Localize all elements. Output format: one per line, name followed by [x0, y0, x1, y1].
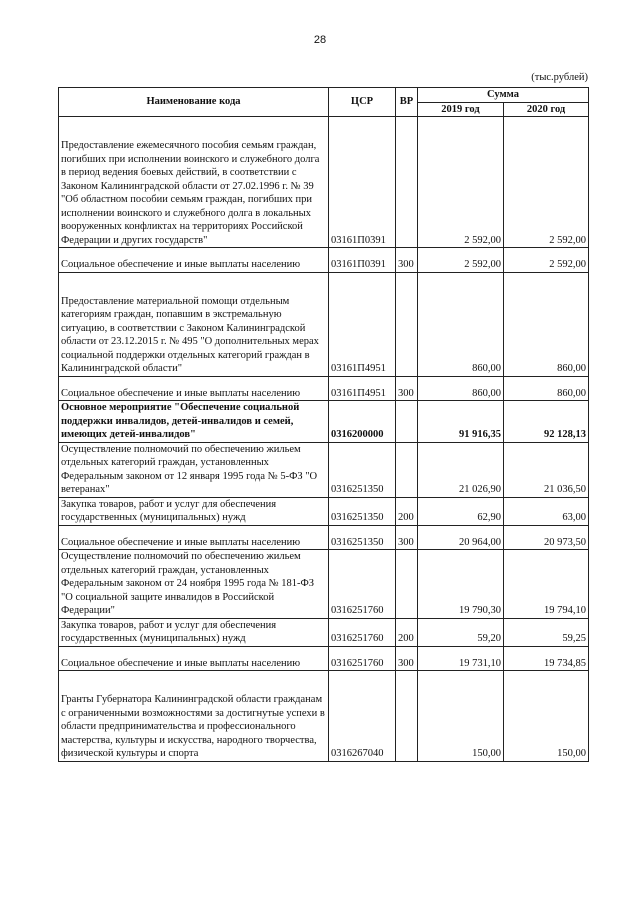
cell-vr: 200	[396, 618, 418, 646]
cell-name: Предоставление материальной помощи отдельным категориям граждан, попавшим в экстремальную ситуацию, в соответствии с Законом Калининградской области от 23.12.2015 г. № 495 "О дополнительных мерах социальной поддержки отдельных категорий граждан в Калининградской области"	[59, 272, 329, 376]
cell-csr: 0316251760	[329, 550, 396, 619]
header-vr: ВР	[396, 88, 418, 117]
cell-2019: 20 964,00	[418, 525, 504, 550]
cell-2019: 2 592,00	[418, 248, 504, 273]
cell-2020: 860,00	[504, 272, 589, 376]
table-row	[59, 442, 589, 497]
cell-csr: 0316200000	[329, 401, 396, 443]
cell-2019: 91 916,35	[418, 401, 504, 443]
cell-name: Закупка товаров, работ и услуг для обеспечения государственных (муниципальных) нужд	[59, 497, 329, 525]
cell-csr: 03161П0391	[329, 248, 396, 273]
cell-2020: 2 592,00	[504, 248, 589, 273]
cell-name: Закупка товаров, работ и услуг для обеспечения государственных (муниципальных) нужд	[59, 618, 329, 646]
header-csr: ЦСР	[329, 88, 396, 117]
cell-vr: 300	[396, 646, 418, 671]
cell-2020: 59,25	[504, 618, 589, 646]
table-row	[59, 497, 589, 525]
table-row	[59, 248, 589, 273]
cell-2020: 92 128,13	[504, 401, 589, 443]
cell-2019: 860,00	[418, 376, 504, 401]
table-row	[59, 618, 589, 646]
cell-vr: 300	[396, 376, 418, 401]
cell-2020: 150,00	[504, 671, 589, 762]
cell-2019: 19 790,30	[418, 550, 504, 619]
cell-2020: 860,00	[504, 376, 589, 401]
table-row	[59, 525, 589, 550]
cell-name: Социальное обеспечение и иные выплаты населению	[59, 525, 329, 550]
cell-vr	[396, 442, 418, 497]
cell-name: Осуществление полномочий по обеспечению жильем отдельных категорий граждан, установленных Федеральным законом от 12 января 1995 года № 5-ФЗ "О ветеранах"	[59, 442, 329, 497]
units-label: (тыс.рублей)	[531, 72, 588, 83]
header-2019: 2019 год	[418, 102, 504, 117]
cell-2019: 150,00	[418, 671, 504, 762]
cell-name: Социальное обеспечение и иные выплаты населению	[59, 376, 329, 401]
cell-2020: 19 794,10	[504, 550, 589, 619]
cell-csr: 0316267040	[329, 671, 396, 762]
cell-csr: 0316251350	[329, 525, 396, 550]
cell-2019: 59,20	[418, 618, 504, 646]
cell-csr: 0316251350	[329, 442, 396, 497]
table-row	[59, 646, 589, 671]
cell-2020: 21 036,50	[504, 442, 589, 497]
cell-name: Осуществление полномочий по обеспечению жильем отдельных категорий граждан, установленных Федеральным законом от 24 ноября 1995 года № 181-ФЗ "О социальной защите инвалидов в Российской Федерации"	[59, 550, 329, 619]
cell-vr	[396, 272, 418, 376]
cell-name: Предоставление ежемесячного пособия семьям граждан, погибших при исполнении воинского и служебного долга в период ведения боевых действий, в соответствии с Законом Калининградской области от 27.02.1996 г. № 39 "Об областном пособии семьям граждан, погибших при исполнении воинского и служебного долга в локальных вооруженных конфликтах на территориях Российской Федерации и других государств"	[59, 117, 329, 248]
cell-csr: 0316251760	[329, 646, 396, 671]
cell-2020: 2 592,00	[504, 117, 589, 248]
header-sum: Сумма	[418, 88, 589, 103]
cell-csr: 03161П4951	[329, 376, 396, 401]
table-body	[59, 117, 589, 762]
cell-vr: 300	[396, 525, 418, 550]
cell-vr	[396, 550, 418, 619]
cell-csr: 0316251350	[329, 497, 396, 525]
cell-csr: 0316251760	[329, 618, 396, 646]
table-row	[59, 671, 589, 762]
cell-2019: 62,90	[418, 497, 504, 525]
cell-2020: 63,00	[504, 497, 589, 525]
cell-2020: 19 734,85	[504, 646, 589, 671]
cell-vr	[396, 117, 418, 248]
cell-vr: 200	[396, 497, 418, 525]
cell-name: Гранты Губернатора Калининградской области гражданам с ограниченными возможностями за достигнутые успехи в области предпринимательства и профессионального мастерства, культуры и искусства, народного творчества, физической культуры и спорта	[59, 671, 329, 762]
cell-2019: 2 592,00	[418, 117, 504, 248]
cell-csr: 03161П4951	[329, 272, 396, 376]
cell-name: Социальное обеспечение и иные выплаты населению	[59, 248, 329, 273]
cell-2019: 19 731,10	[418, 646, 504, 671]
cell-vr: 300	[396, 248, 418, 273]
header-name: Наименование кода	[59, 88, 329, 117]
cell-2019: 860,00	[418, 272, 504, 376]
table-row	[59, 401, 589, 443]
cell-2019: 21 026,90	[418, 442, 504, 497]
header-2020: 2020 год	[504, 102, 589, 117]
cell-name: Основное мероприятие "Обеспечение социальной поддержки инвалидов, детей-инвалидов и семей, имеющих детей-инвалидов"	[59, 401, 329, 443]
cell-csr: 03161П0391	[329, 117, 396, 248]
table-row	[59, 550, 589, 619]
cell-vr	[396, 401, 418, 443]
cell-name: Социальное обеспечение и иные выплаты населению	[59, 646, 329, 671]
cell-2020: 20 973,50	[504, 525, 589, 550]
cell-vr	[396, 671, 418, 762]
table-row	[59, 272, 589, 376]
page-number: 28	[313, 34, 327, 46]
table-row	[59, 376, 589, 401]
table-row	[59, 117, 589, 248]
budget-table	[58, 87, 589, 762]
